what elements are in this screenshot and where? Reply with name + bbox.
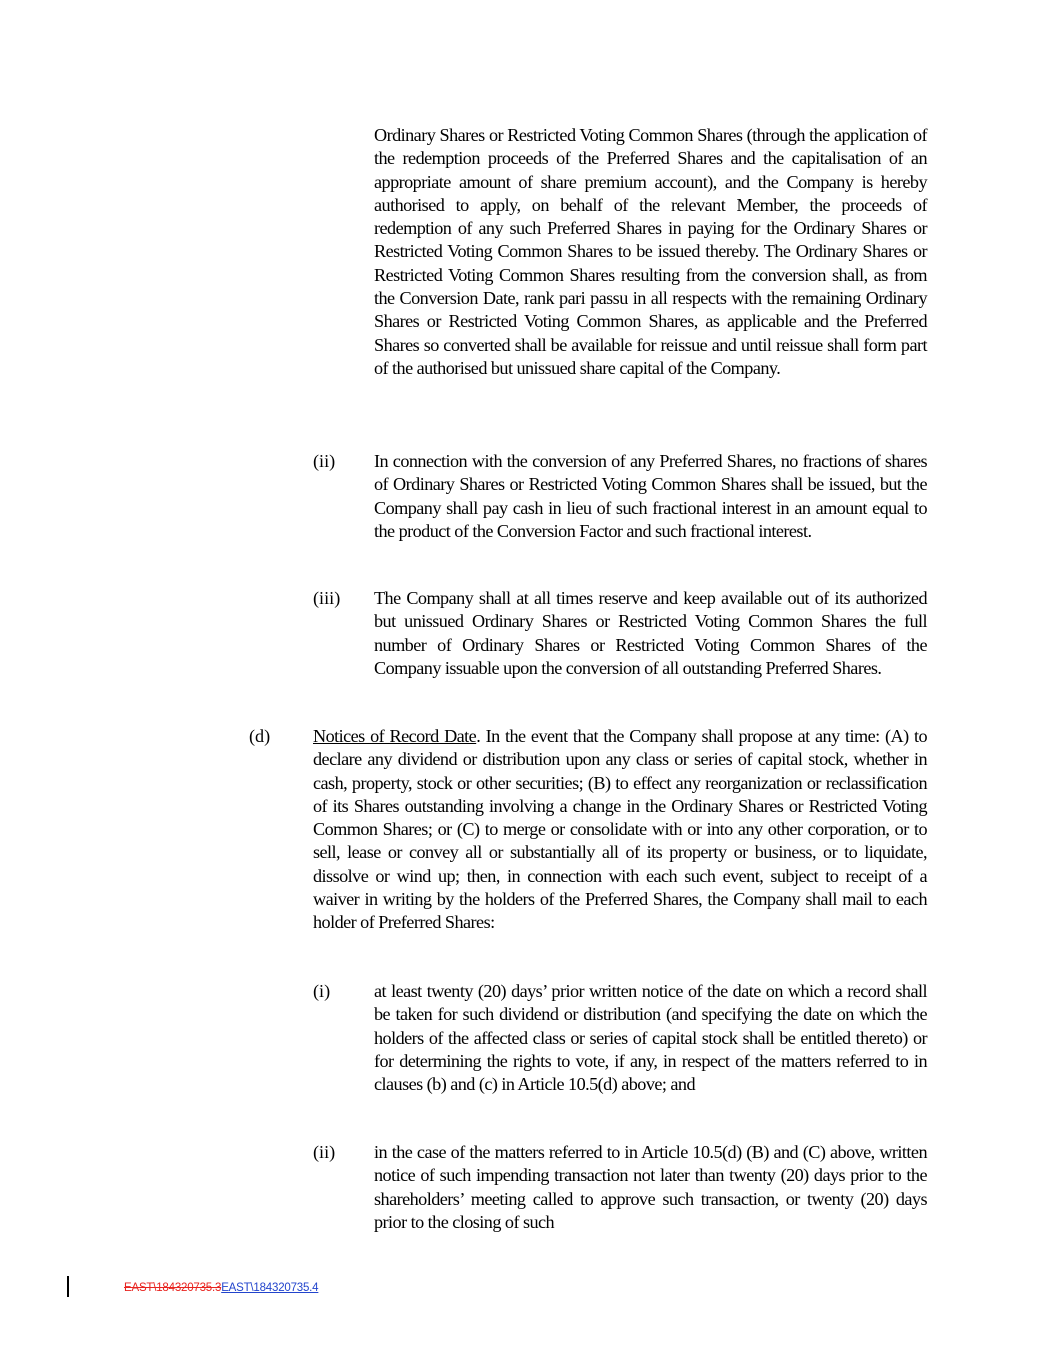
section-d-label: (d) bbox=[249, 726, 271, 746]
item-ii-label: (ii) bbox=[313, 451, 336, 471]
item-ii-second-paragraph: in the case of the matters referred to in Article 10.5(d) (B) and (C) above, written notice of such impending transaction not later than twenty (20) days prior to the shareholders’ meeting called to approve such transaction, or twenty (20) days prior to the closing of such bbox=[374, 1142, 927, 1232]
old-document-id: EAST\184320735.3 bbox=[124, 1282, 222, 1294]
section-d-heading: Notices of Record Date bbox=[313, 726, 477, 746]
change-bar bbox=[67, 1276, 69, 1297]
item-i-paragraph: at least twenty (20) days’ prior written notice of the date on which a record shall be taken for such dividend or distribution (and specifying the date on which the holders of the affected class or series of capital stock shall be entitled thereto) or for determining the rights to vote, if any, in respect of the matters referred to in clauses (b) and (c) in Article 10.5(d) above; and bbox=[374, 981, 927, 1095]
item-ii-second-label: (ii) bbox=[313, 1142, 336, 1162]
section-d-paragraph bbox=[313, 725, 927, 935]
continuation-paragraph: Ordinary Shares or Restricted Voting Common Shares (through the application of the redemption proceeds of the Preferred Shares and the capitalisation of an appropriate amount of share premium account), and the Company is hereby authorised to apply, on behalf of the relevant Member, the proceeds of redemption of any such Preferred Shares in paying for the Ordinary Shares or Restricted Voting Common Shares to be issued thereby. The Ordinary Shares or Restricted Voting Common Shares resulting from the conversion shall, as from the Conversion Date, rank pari passu in all respects with the remaining Ordinary Shares or Restricted Voting Common Shares, as applicable and the Preferred Shares so converted shall be available for reissue and until reissue shall form part of the authorised but unissued share capital of the Company. bbox=[374, 125, 927, 378]
document-id-footer bbox=[124, 1281, 318, 1295]
item-ii-paragraph: In connection with the conversion of any Preferred Shares, no fractions of shares of Ordinary Shares or Restricted Voting Common Shares shall be issued, but the Company shall pay cash in lieu of such fractional interest in an amount equal to the product of the Conversion Factor and such fractional interest. bbox=[374, 451, 927, 541]
item-i-label: (i) bbox=[313, 981, 331, 1001]
section-d-text: . In the event that the Company shall propose at any time: (A) to declare any dividend or distribution upon any class or series of capital stock, whether in cash, property, stock or other securities; (B) to effect any reorganization or reclassification of its Shares outstanding involving a change in the Ordinary Shares or Restricted Voting Common Shares; or (C) to merge or consolidate with or into any other corporation, or to sell, lease or convey all or substantially all of its property or business, or to liquidate, dissolve or wind up; then, in connection with each such event, subject to receipt of a waiver in writing by the holders of the Preferred Shares, the Company shall mail to each holder of Preferred Shares: bbox=[313, 726, 927, 933]
item-iii-paragraph: The Company shall at all times reserve and keep available out of its authorized but unissued Ordinary Shares or Restricted Voting Common Shares the full number of Ordinary Shares or Restricted Voting Common Shares of the Company issuable upon the conversion of all outstanding Preferred Shares. bbox=[374, 588, 927, 678]
new-document-id: EAST\184320735.4 bbox=[221, 1282, 319, 1294]
item-iii-label: (iii) bbox=[313, 588, 341, 608]
